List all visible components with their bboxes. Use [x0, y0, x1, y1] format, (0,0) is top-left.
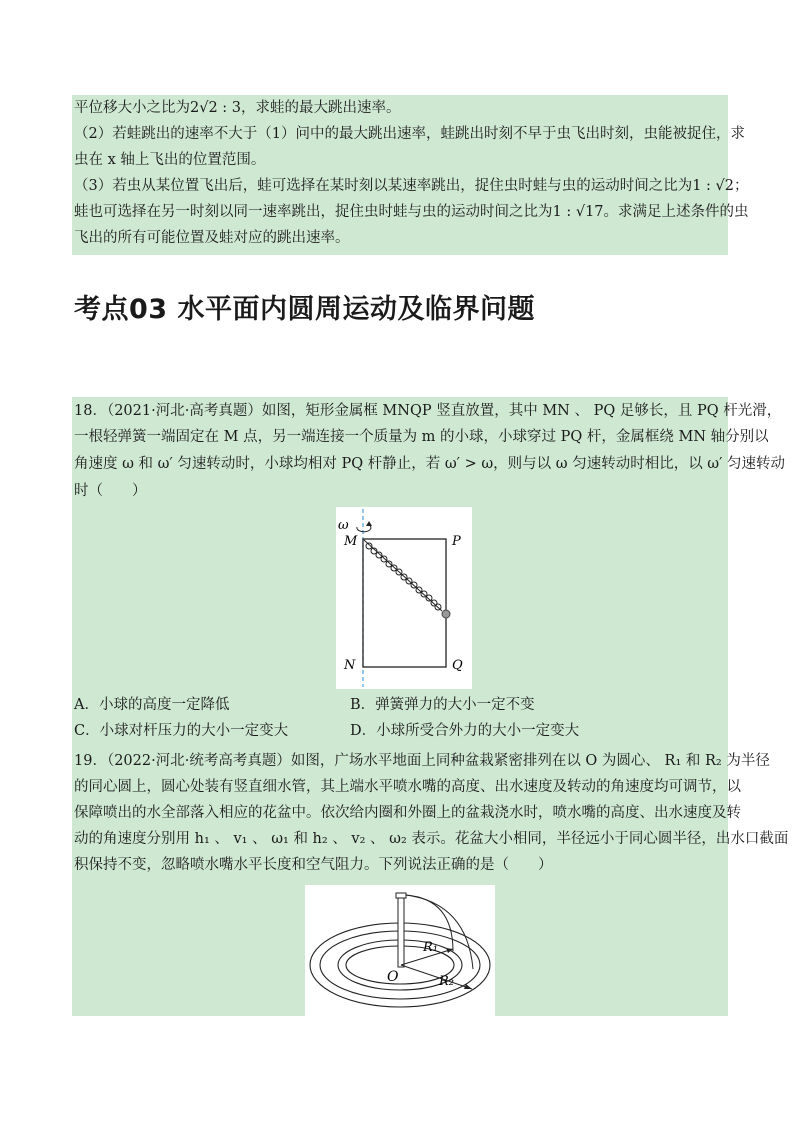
q18-option-d[interactable]: D．小球所受合外力的大小一定变大	[350, 723, 580, 739]
q19-line: 动的角速度分别用 h₁ 、 v₁ 、 ω₁ 和 h₂ 、 v₂ 、 ω₂ 表示。花盆大小相同，半径远小于同心圆半径，出水口截面	[74, 831, 789, 847]
ball	[442, 610, 450, 618]
text-line: 虫在 x 轴上飞出的位置范围。	[74, 152, 266, 168]
water-pipe	[398, 897, 404, 967]
label-M: M	[344, 534, 358, 549]
spring	[364, 540, 442, 611]
label-Q: Q	[452, 658, 463, 673]
q19-line: 的同心圆上，圆心处装有竖直细水管，其上端水平喷水嘴的高度、出水速度及转动的角速度均可调节，以	[74, 779, 741, 795]
label-O: O	[387, 969, 399, 985]
q19-line: 19．（2022·河北·统考高考真题）如图，广场水平地面上同种盆栽紧密排列在以 O 为圆心、 R₁ 和 R₂ 为半径	[74, 753, 770, 769]
label-R2: R₂	[439, 974, 454, 989]
rotating-frame-diagram	[336, 507, 472, 689]
q18-figure	[336, 507, 472, 689]
q19-figure	[305, 885, 495, 1016]
q18-line: 角速度 ω 和 ω′ 匀速转动时，小球均相对 PQ 杆静止，若 ω′ > ω，则与以 ω 匀速转动时相比，以 ω′ 匀速转动	[74, 456, 786, 472]
q18-line: 一根轻弹簧一端固定在 M 点，另一端连接一个质量为 m 的小球，小球穿过 PQ 杆，金属框绕 MN 轴分别以	[74, 429, 769, 445]
text-line: （3）若虫从某位置飞出后，蛙可选择在某时刻以某速率跳出，捉住虫时蛙与虫的运动时间之比为1 : √2；	[74, 178, 749, 194]
question-17-continuation	[72, 95, 749, 255]
label-R1: R₁	[423, 940, 438, 955]
text-line: 蛙也可选择在另一时刻以同一速率跳出，捉住虫时蛙与虫的运动时间之比为1 : √17。求满足上述条件的虫	[74, 204, 749, 220]
label-P: P	[452, 534, 461, 549]
omega-label: ω	[338, 518, 349, 533]
text-line: 平位移大小之比为2√2 : 3，求蛙的最大跳出速率。	[74, 100, 401, 116]
q18-line: 时（ ）	[74, 483, 147, 499]
label-N: N	[344, 658, 356, 673]
text-line: （2）若蛙跳出的速率不大于（1）问中的最大跳出速率，蛙跳出时刻不早于虫飞出时刻，虫能被捉住，求	[74, 126, 745, 142]
questions-block	[72, 397, 789, 1016]
q18-option-b[interactable]: B．弹簧弹力的大小一定不变	[350, 697, 535, 713]
section-heading: 考点03 水平面内圆周运动及临界问题	[74, 294, 535, 325]
q19-line: 保障喷出的水全部落入相应的花盆中。依次给内圈和外圈上的盆栽浇水时，喷水嘴的高度、出水速度及转	[74, 805, 741, 821]
q18-line: 18．（2021·河北·高考真题）如图，矩形金属框 MNQP 竖直放置，其中 MN 、 PQ 足够长，且 PQ 杆光滑，	[74, 403, 782, 419]
rotation-arrow-icon	[357, 525, 371, 532]
text-line: 飞出的所有可能位置及蛙对应的跳出速率。	[74, 230, 350, 246]
fountain-diagram	[305, 885, 495, 1016]
q18-option-c[interactable]: C．小球对杆压力的大小一定变大	[74, 723, 289, 739]
q18-option-a[interactable]: A．小球的高度一定降低	[74, 697, 230, 713]
q19-line: 积保持不变，忽略喷水嘴水平长度和空气阻力。下列说法正确的是（ ）	[74, 857, 553, 873]
